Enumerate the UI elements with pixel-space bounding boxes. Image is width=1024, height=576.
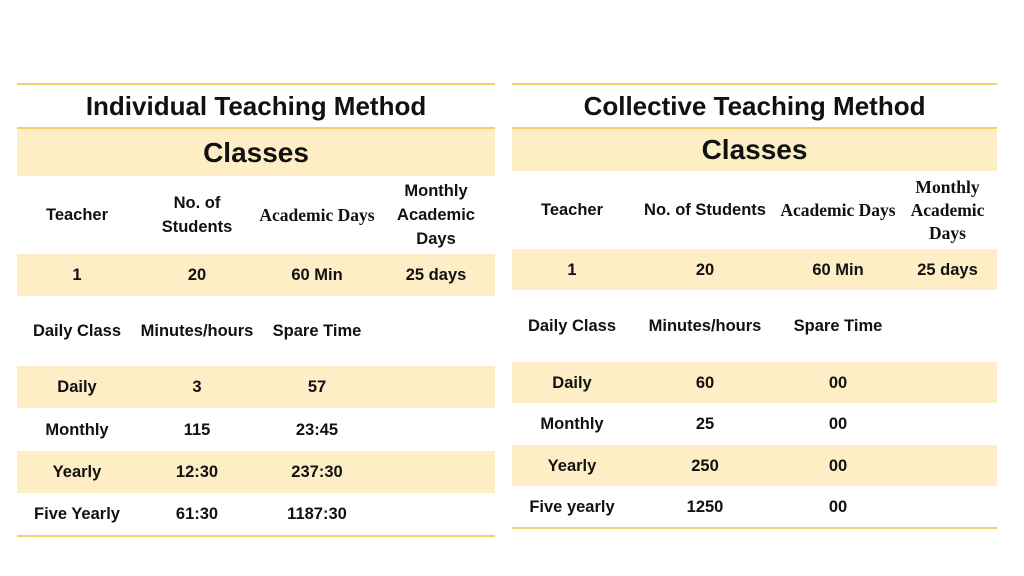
row-label: Monthly [512,403,632,445]
subheader-empty [898,290,997,362]
header-monthly-academic-days: Monthly Academic Days [898,171,997,249]
row-label: Daily [17,366,137,408]
row-spare: 1187:30 [257,493,377,536]
row-minutes: 60 [632,362,778,403]
row-label: Five Yearly [17,493,137,536]
value-students: 20 [632,249,778,290]
header-students: No. of Students [632,171,778,249]
row-spare: 00 [778,486,898,528]
row-label: Yearly [17,451,137,493]
row-spare: 237:30 [257,451,377,493]
row-minutes: 25 [632,403,778,445]
collective-title: Collective Teaching Method [512,84,997,128]
individual-method-table [17,83,495,537]
header-teacher: Teacher [512,171,632,249]
header-students: No. of Students [137,176,257,254]
row-label: Monthly [17,408,137,451]
row-label: Daily [512,362,632,403]
collective-method-table [512,83,997,529]
value-teacher: 1 [512,249,632,290]
row-minutes: 61:30 [137,493,257,536]
row-label: Yearly [512,445,632,486]
row-empty [898,362,997,403]
individual-title: Individual Teaching Method [17,84,495,128]
row-minutes: 1250 [632,486,778,528]
table-row [512,486,997,528]
subheader-daily-class: Daily Class [17,296,137,366]
row-empty [377,493,495,536]
row-spare: 57 [257,366,377,408]
value-monthly-days: 25 days [377,254,495,296]
table-row [512,403,997,445]
table-row [512,445,997,486]
collective-subtitle: Classes [512,128,997,171]
row-minutes: 250 [632,445,778,486]
table-row [17,408,495,451]
subheader-daily-class: Daily Class [512,290,632,362]
row-empty [377,366,495,408]
value-teacher: 1 [17,254,137,296]
value-academic-days: 60 Min [257,254,377,296]
row-empty [898,486,997,528]
individual-subtitle: Classes [17,128,495,176]
row-minutes: 3 [137,366,257,408]
subheader-minutes-hours: Minutes/hours [632,290,778,362]
row-empty [377,451,495,493]
value-students: 20 [137,254,257,296]
table-row [17,451,495,493]
value-academic-days: 60 Min [778,249,898,290]
row-empty [898,403,997,445]
header-teacher: Teacher [17,176,137,254]
table-row [17,493,495,536]
header-academic-days: Academic Days [257,176,377,254]
header-academic-days: Academic Days [778,171,898,249]
row-minutes: 12:30 [137,451,257,493]
row-spare: 00 [778,362,898,403]
table-row [512,362,997,403]
row-empty [898,445,997,486]
row-label: Five yearly [512,486,632,528]
row-empty [377,408,495,451]
subheader-empty [377,296,495,366]
subheader-spare-time: Spare Time [778,290,898,362]
subheader-spare-time: Spare Time [257,296,377,366]
row-minutes: 115 [137,408,257,451]
subheader-minutes-hours: Minutes/hours [137,296,257,366]
row-spare: 23:45 [257,408,377,451]
row-spare: 00 [778,445,898,486]
row-spare: 00 [778,403,898,445]
header-monthly-academic-days: Monthly Academic Days [377,176,495,254]
table-row [17,366,495,408]
value-monthly-days: 25 days [898,249,997,290]
